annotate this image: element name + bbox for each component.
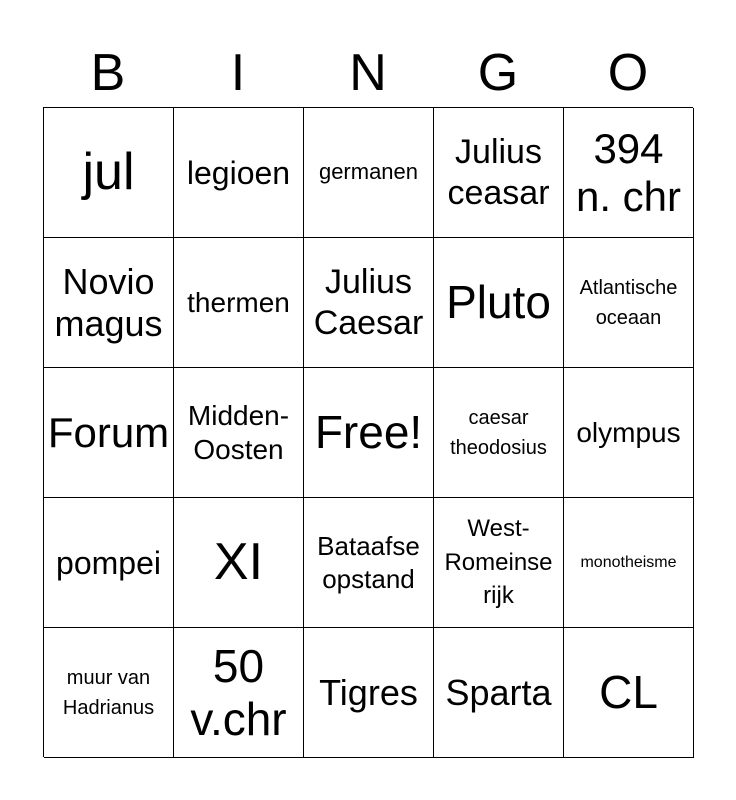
- bingo-cell[interactable]: [174, 238, 304, 368]
- header-letter-i: I: [230, 44, 246, 102]
- cell-text: Julius Caesar: [313, 262, 424, 342]
- cell-text: germanen: [318, 159, 419, 185]
- bingo-cell[interactable]: [564, 628, 694, 758]
- bingo-cell[interactable]: [564, 238, 694, 368]
- cell-text: Sparta: [445, 671, 552, 713]
- cell-text: caesar theodosius: [450, 406, 547, 459]
- header-letter-n: N: [349, 44, 387, 102]
- bingo-cell[interactable]: [434, 498, 564, 628]
- cell-text: jul: [82, 143, 135, 202]
- bingo-cell[interactable]: [304, 498, 434, 628]
- cell-text: thermen: [187, 286, 290, 318]
- cell-text: Atlantische oceaan: [579, 276, 678, 329]
- bingo-cell[interactable]: [44, 498, 174, 628]
- bingo-cell[interactable]: [304, 628, 434, 758]
- bingo-cell[interactable]: [434, 628, 564, 758]
- bingo-cell[interactable]: [564, 368, 694, 498]
- cell-text: Bataafse opstand: [317, 531, 420, 594]
- cell-text: 394 n. chr: [575, 125, 682, 220]
- bingo-grid: [43, 107, 693, 757]
- bingo-cell[interactable]: [174, 628, 304, 758]
- bingo-cell[interactable]: [564, 108, 694, 238]
- cell-text: muur van Hadrianus: [62, 666, 155, 719]
- cell-text: Novio magus: [54, 261, 163, 344]
- bingo-cell[interactable]: [434, 368, 564, 498]
- header-letter-b: B: [90, 44, 126, 102]
- cell-text: Tigres: [319, 671, 418, 713]
- bingo-cell[interactable]: [174, 498, 304, 628]
- cell-text: Midden- Oosten: [187, 399, 290, 465]
- cell-text: Pluto: [446, 276, 551, 329]
- cell-text: monotheisme: [580, 553, 677, 571]
- cell-text: Forum: [47, 408, 170, 456]
- bingo-cell[interactable]: [174, 108, 304, 238]
- header-letter-o: O: [607, 44, 649, 102]
- bingo-cell[interactable]: [304, 108, 434, 238]
- cell-text: legioen: [186, 154, 291, 191]
- bingo-cell[interactable]: [434, 108, 564, 238]
- header-letter-g: G: [477, 44, 519, 102]
- bingo-cell[interactable]: [304, 238, 434, 368]
- bingo-cell[interactable]: [304, 368, 434, 498]
- cell-text: 50 v.chr: [190, 639, 287, 745]
- cell-text: Julius ceasar: [447, 132, 550, 212]
- bingo-cell[interactable]: [564, 498, 694, 628]
- bingo-cell[interactable]: [44, 368, 174, 498]
- cell-text: pompei: [56, 544, 161, 581]
- bingo-cell[interactable]: [434, 238, 564, 368]
- cell-text: West- Romeinse rijk: [444, 515, 553, 610]
- cell-text: Free!: [314, 406, 423, 459]
- cell-text: CL: [599, 666, 658, 719]
- cell-text: olympus: [576, 416, 681, 448]
- bingo-cell[interactable]: [174, 368, 304, 498]
- bingo-header: [43, 40, 693, 106]
- bingo-cell[interactable]: [44, 108, 174, 238]
- bingo-cell[interactable]: [44, 628, 174, 758]
- cell-text: XI: [213, 533, 264, 592]
- bingo-cell[interactable]: [44, 238, 174, 368]
